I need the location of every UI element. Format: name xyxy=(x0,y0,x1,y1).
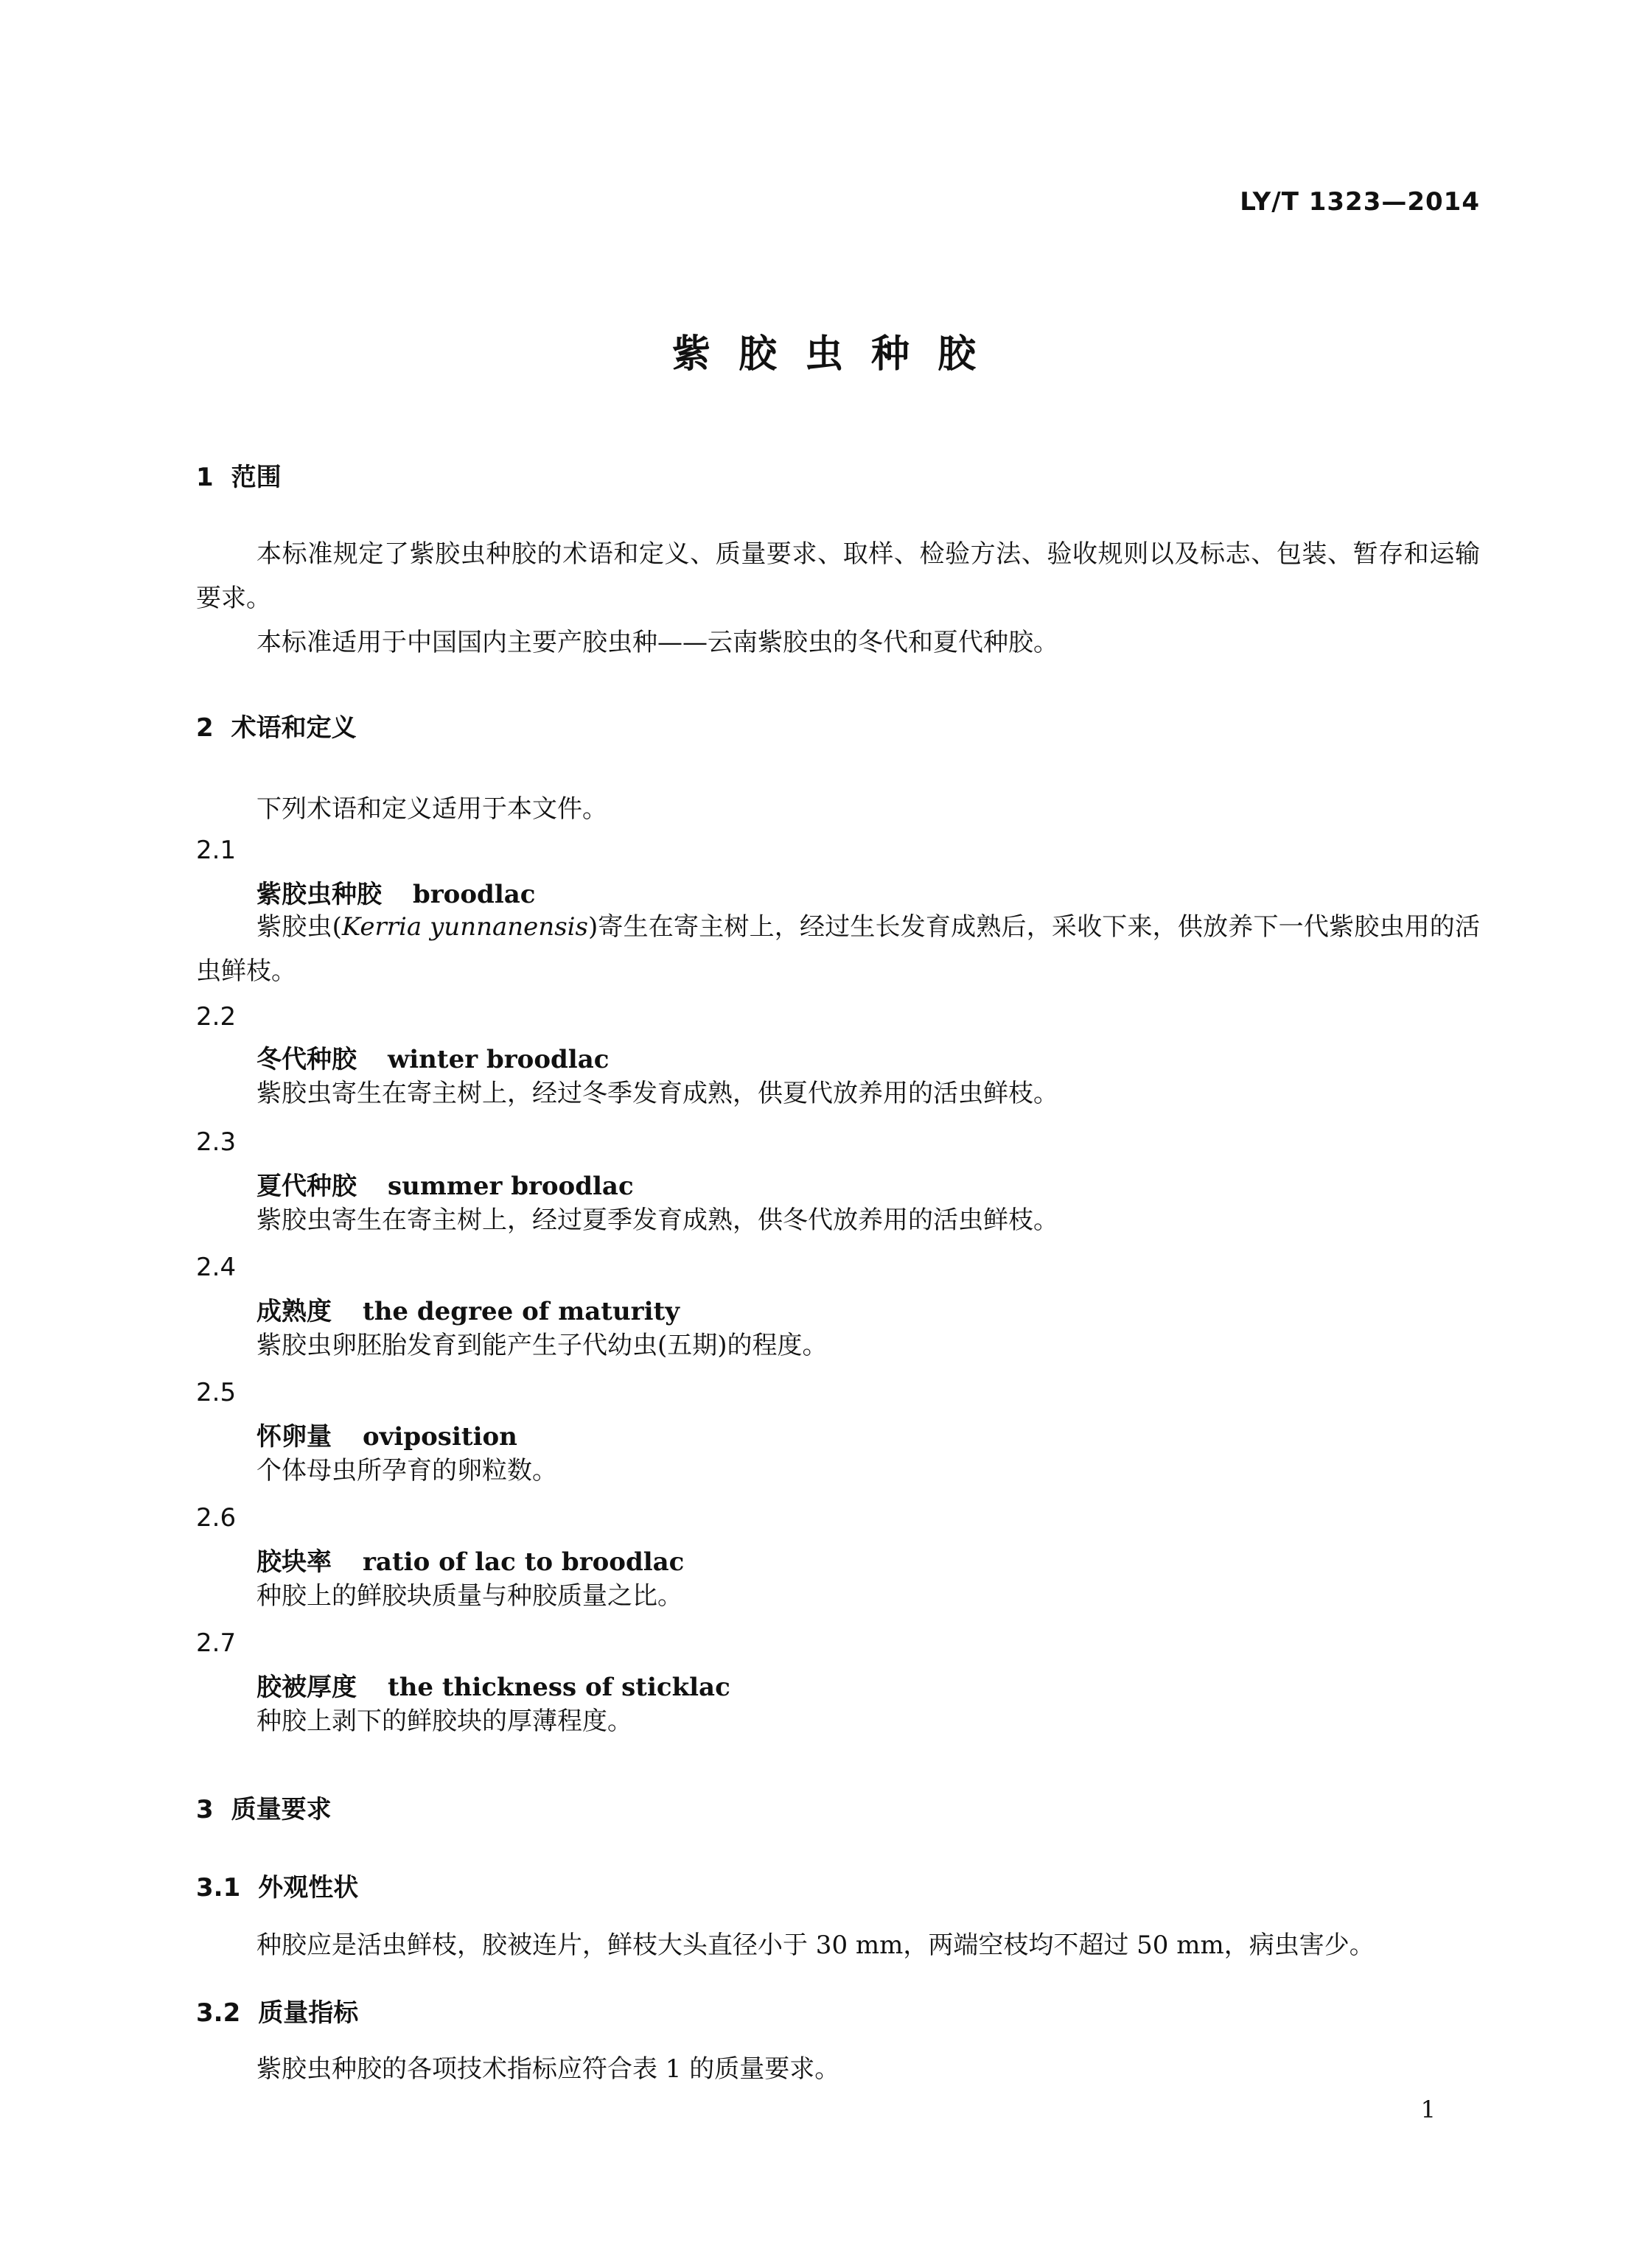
term-en: the degree of maturity xyxy=(363,1297,680,1326)
clause-number: 2.6 xyxy=(196,1503,237,1533)
term-zh: 冬代种胶 xyxy=(256,1045,357,1074)
term-heading xyxy=(256,1541,684,1578)
term-en: the thickness of sticklac xyxy=(388,1673,730,1702)
scope-paragraph-2: 本标准适用于中国国内主要产胶虫种——云南紫胶虫的冬代和夏代种胶。 xyxy=(256,628,1058,657)
term-zh: 怀卵量 xyxy=(256,1422,332,1452)
section-title: 外观性状 xyxy=(258,1873,359,1903)
page-number: 1 xyxy=(1420,2096,1436,2124)
section-3-1-heading xyxy=(196,1867,358,1903)
term-definition: 个体母虫所孕育的卵粒数。 xyxy=(256,1456,557,1485)
term-zh: 胶被厚度 xyxy=(256,1673,357,1702)
term-en: broodlac xyxy=(413,880,536,909)
section-title: 术语和定义 xyxy=(231,713,357,743)
section-1-heading xyxy=(196,457,282,493)
species-latin-name: Kerria yunnanensis xyxy=(341,912,588,942)
term-heading xyxy=(256,1291,680,1327)
term-definition xyxy=(196,905,1480,993)
clause-number: 2.4 xyxy=(196,1253,237,1282)
clause-number: 2.7 xyxy=(196,1628,237,1658)
section-number: 3.2 xyxy=(196,1998,241,2028)
term-zh: 胶块率 xyxy=(256,1547,332,1577)
clause-number: 2.1 xyxy=(196,836,237,865)
term-en: winter broodlac xyxy=(388,1045,610,1074)
clause-number: 2.3 xyxy=(196,1127,237,1157)
scope-paragraph-1: 本标准规定了紫胶虫种胶的术语和定义、质量要求、取样、检验方法、验收规则以及标志、包装、暂存和运输要求。 xyxy=(196,539,1480,613)
term-definition: 紫胶虫寄生在寄主树上，经过冬季发育成熟，供夏代放养用的活虫鲜枝。 xyxy=(256,1079,1058,1108)
term-definition: 紫胶虫卵胚胎发育到能产生子代幼虫(五期)的程度。 xyxy=(256,1331,828,1360)
section-title: 范围 xyxy=(231,463,282,492)
section-number: 2 xyxy=(196,713,214,743)
appearance-paragraph: 种胶应是活虫鲜枝，胶被连片，鲜枝大头直径小于 30 mm，两端空枝均不超过 50 mm，病虫害少。 xyxy=(256,1931,1375,1960)
term-heading xyxy=(256,1667,730,1703)
term-en: ratio of lac to broodlac xyxy=(363,1547,685,1577)
section-2-heading xyxy=(196,707,357,743)
section-title: 质量要求 xyxy=(231,1795,332,1824)
section-number: 3 xyxy=(196,1795,214,1824)
document-title: 紫胶虫种胶 xyxy=(671,332,1004,377)
term-heading xyxy=(256,1416,517,1452)
term-heading xyxy=(256,1039,609,1075)
term-definition: 种胶上剥下的鲜胶块的厚薄程度。 xyxy=(256,1707,632,1736)
clause-number: 2.5 xyxy=(196,1378,237,1407)
term-en: summer broodlac xyxy=(388,1172,634,1201)
definition-pre: 紫胶虫( xyxy=(256,912,342,942)
section-3-2-heading xyxy=(196,1992,358,2029)
term-heading xyxy=(256,1166,634,1202)
section-title: 质量指标 xyxy=(258,1998,359,2028)
section-number: 3.1 xyxy=(196,1873,241,1903)
term-definition: 种胶上的鲜胶块质量与种胶质量之比。 xyxy=(256,1581,682,1611)
definition-post: )寄生在寄主树上，经过生长发育成熟后，采收下来，供放养下一代紫胶虫用的活虫鲜枝。 xyxy=(196,912,1480,986)
section-3-heading xyxy=(196,1789,332,1825)
term-definition: 紫胶虫寄生在寄主树上，经过夏季发育成熟，供冬代放养用的活虫鲜枝。 xyxy=(256,1205,1058,1235)
standard-code: LY/T 1323—2014 xyxy=(1240,187,1480,217)
term-en: oviposition xyxy=(363,1422,517,1452)
term-zh: 紫胶虫种胶 xyxy=(256,880,382,909)
section-number: 1 xyxy=(196,463,214,492)
term-zh: 成熟度 xyxy=(256,1297,332,1326)
term-zh: 夏代种胶 xyxy=(256,1172,357,1201)
quality-index-paragraph: 紫胶虫种胶的各项技术指标应符合表 1 的质量要求。 xyxy=(256,2054,840,2084)
clause-number: 2.2 xyxy=(196,1002,237,1032)
terms-intro: 下列术语和定义适用于本文件。 xyxy=(256,794,607,824)
